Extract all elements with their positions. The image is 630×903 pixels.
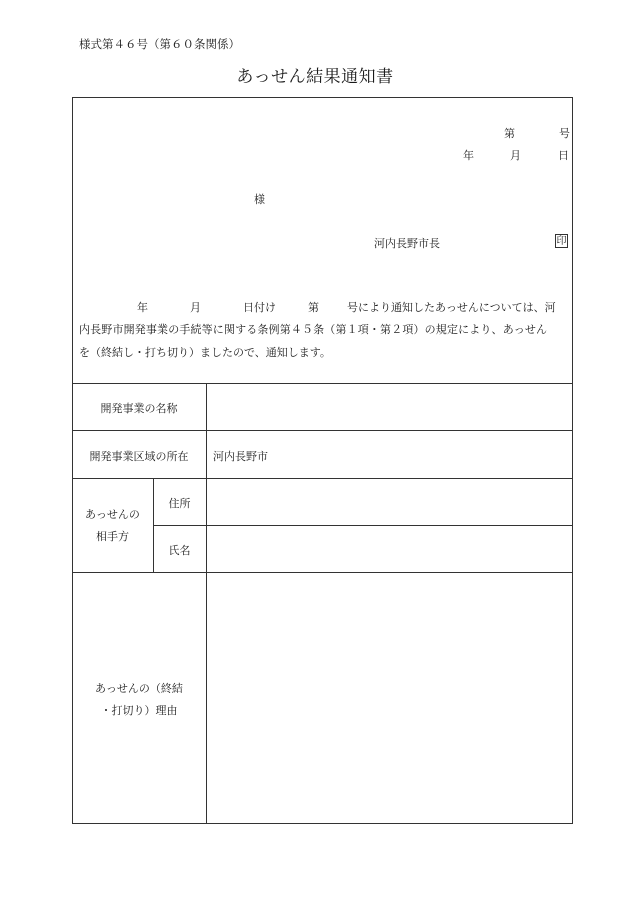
address-label: 住所 [168,497,191,510]
issuer-name: 河内長野市長 [374,237,440,250]
reason-field[interactable] [207,573,572,823]
body-line2: 内長野市開発事業の手続等に関する条例第４５条（第１項・第２項）の規定により、あっせん [79,323,548,336]
counterparty-label-line2: 相手方 [96,530,129,543]
name-label: 氏名 [168,544,191,557]
counterparty-name-field[interactable] [207,526,572,572]
body-date-suffix: 日付け [243,301,276,314]
project-name-field[interactable] [207,384,572,430]
addressee-suffix: 様 [254,193,265,206]
doc-number-prefix: 第 [504,127,515,140]
project-name-label: 開発事業の名称 [100,402,178,415]
reason-label-line1: あっせんの（終結 [95,682,183,695]
body-month: 月 [190,301,201,314]
body-number-prefix: 第 [308,301,319,314]
seal-mark: 印 [556,236,567,247]
project-area-label: 開発事業区域の所在 [89,450,189,463]
document-title: あっせん結果通知書 [236,67,394,87]
form-number-label: 様式第４６号（第６０条関係） [79,37,240,51]
body-line1-rest: 号により通知したあっせんについては、河 [347,301,556,314]
issue-day-label: 日 [558,149,569,162]
counterparty-label-line1: あっせんの [85,508,140,521]
reason-label-line2: ・打切り）理由 [100,704,178,717]
body-line3: を（終結し・打ち切り）ましたので、通知します。 [79,346,331,359]
body-year: 年 [137,301,148,314]
counterparty-address-field[interactable] [207,479,572,525]
issue-year-label: 年 [463,149,474,162]
project-area-value: 河内長野市 [213,450,268,463]
doc-number-suffix: 号 [559,127,570,140]
issue-month-label: 月 [510,149,521,162]
row-rule [72,430,573,431]
